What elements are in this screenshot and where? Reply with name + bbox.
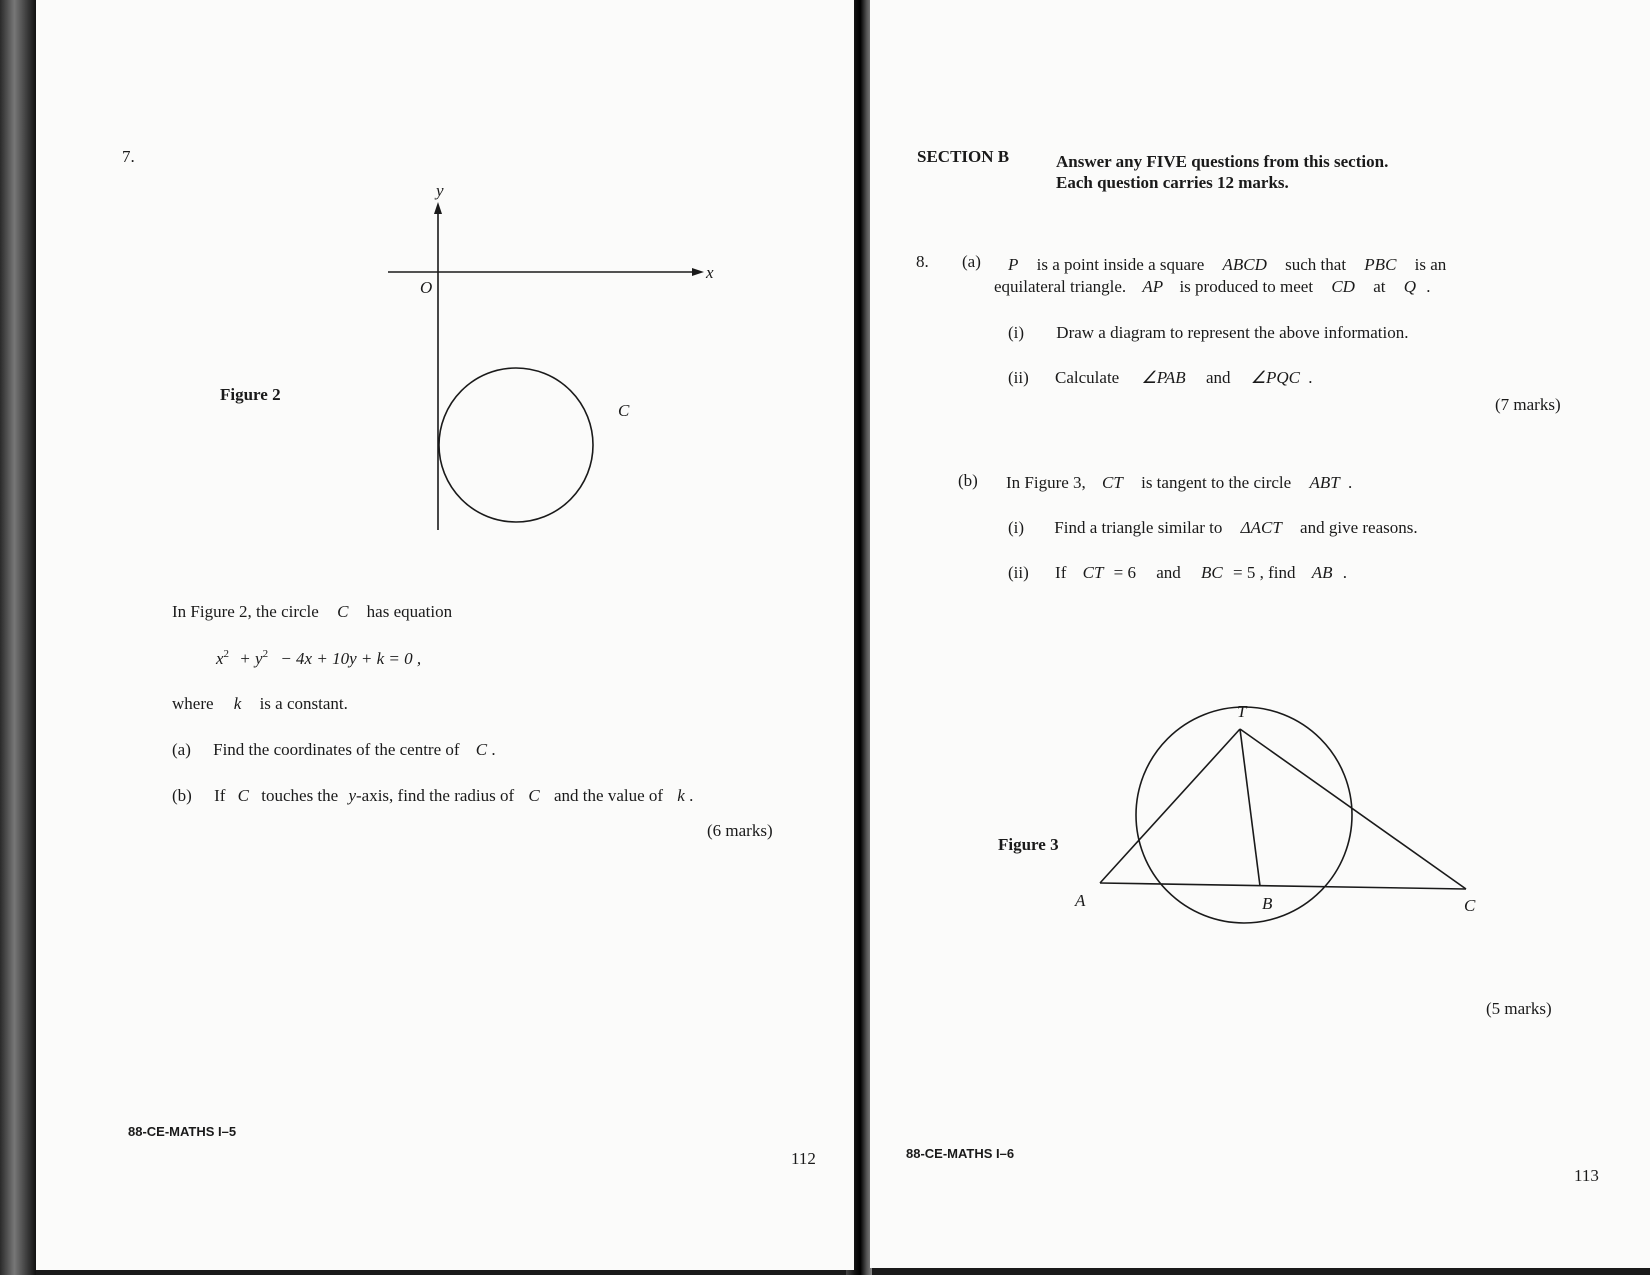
figure-3-diagram [870, 0, 1650, 1268]
part-a-ii: (ii) Calculate ∠PAB and ∠PQC . [1008, 368, 1313, 387]
x-axis-label: x [706, 263, 714, 282]
point-t-label: T [1237, 702, 1247, 721]
intro-line: In Figure 2, the circle C has equation [172, 602, 453, 621]
book-spine-left [0, 0, 36, 1275]
equation: $x^2 + y^2 - 4x + 10y + k = 0$ , [216, 648, 422, 668]
circle-abt [1136, 707, 1352, 923]
figure-2-label: Figure 2 [220, 385, 281, 404]
part-b-line: In Figure 3, CT is tangent to the circle ABT . [1006, 473, 1353, 492]
marks-q7: (6 marks) [707, 821, 773, 840]
part-a: (a) Find the coordinates of the centre of C . [172, 740, 496, 759]
line-tc [1240, 729, 1466, 889]
figure-3-label: Figure 3 [998, 835, 1059, 854]
question-number: 8. [916, 252, 929, 271]
page-number: 113 [1574, 1166, 1599, 1185]
part-b-ii: (ii) If CT = 6 and BC = 5 , find AB . [1008, 563, 1348, 582]
part-b-label: (b) [958, 471, 978, 490]
figure-2-diagram [36, 0, 854, 1270]
part-a-line-2: equilateral triangle. AP is produced to meet CD at Q . [994, 277, 1431, 296]
origin-label: O [420, 278, 433, 297]
x-axis-arrow [692, 268, 704, 276]
part-b-i: (i) Find a triangle similar to ΔACT and give reasons. [1008, 518, 1418, 537]
y-axis-label: y [436, 181, 444, 200]
question-number: 7. [122, 147, 135, 166]
part-a-i: (i) Draw a diagram to represent the above information. [1008, 323, 1409, 342]
line-at [1100, 729, 1240, 883]
point-a-label: A [1075, 891, 1086, 910]
section-instruction-1: Answer any FIVE questions from this section. [1056, 152, 1389, 171]
line-tb [1240, 729, 1260, 886]
where-line: where k is a constant. [172, 694, 348, 713]
part-a-line-1: P is a point inside a square ABCD such that PBC is an [1008, 255, 1447, 274]
page-number: 112 [791, 1149, 816, 1168]
paper-code: 88-CE-MATHS I–6 [906, 1146, 1015, 1161]
section-instruction-2: Each question carries 12 marks. [1056, 173, 1289, 192]
circle-label: C [618, 401, 630, 420]
section-title: SECTION B [917, 147, 1010, 166]
left-page [36, 0, 854, 1270]
marks-b: (5 marks) [1486, 999, 1552, 1018]
point-c-label: C [1464, 896, 1476, 915]
part-a-label: (a) [962, 252, 981, 271]
point-b-label: B [1262, 894, 1273, 913]
paper-code: 88-CE-MATHS I–5 [128, 1124, 237, 1139]
line-acb [1100, 883, 1466, 889]
right-page [870, 0, 1650, 1268]
y-axis-arrow [434, 202, 442, 214]
marks-a: (7 marks) [1495, 395, 1561, 414]
circle-c [439, 368, 593, 522]
part-b: (b) If C touches the y-axis, find the radius of C and the value of k . [172, 786, 694, 805]
